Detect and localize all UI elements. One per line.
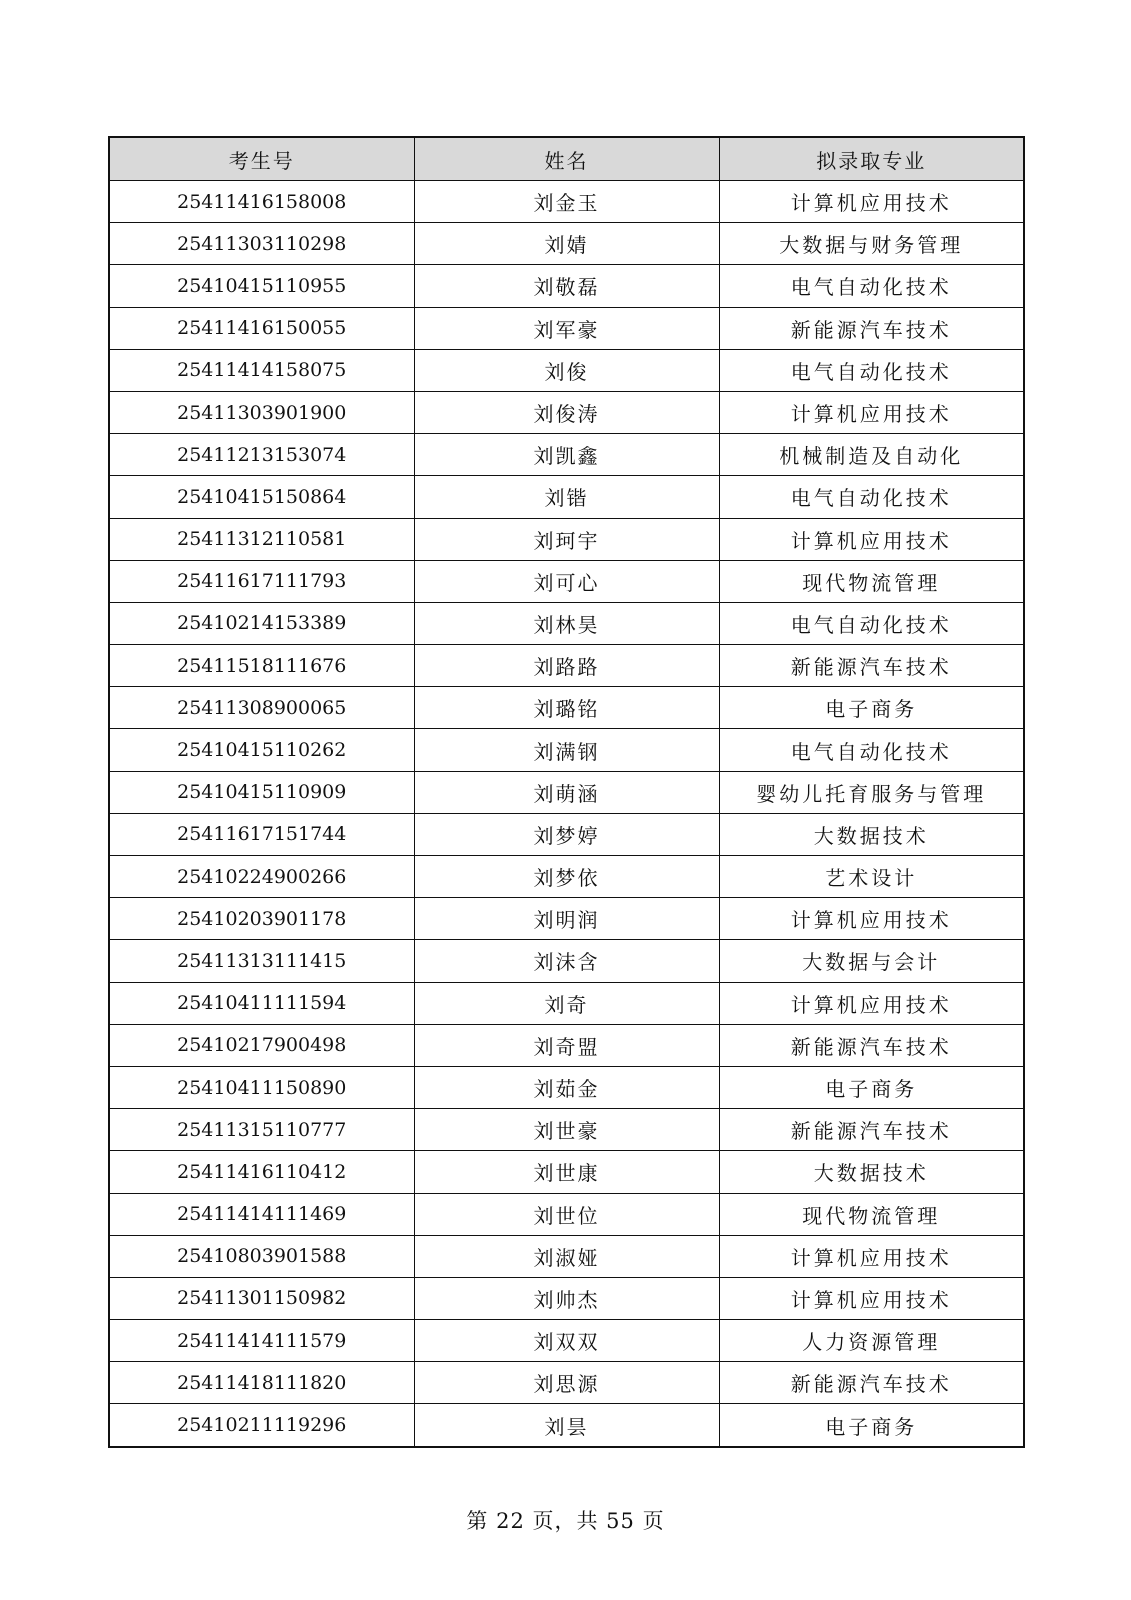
student-name-cell: 刘敬磊 — [414, 265, 719, 307]
student-name-cell: 刘梦婷 — [414, 813, 719, 855]
admitted-major-cell: 新能源汽车技术 — [719, 307, 1024, 349]
table-row — [109, 1235, 1024, 1277]
exam-number-cell: 25411617151744 — [109, 813, 414, 855]
admitted-major-cell: 电子商务 — [719, 1066, 1024, 1108]
student-name-cell: 刘婧 — [414, 223, 719, 265]
admitted-major-cell: 现代物流管理 — [719, 560, 1024, 602]
table-row — [109, 181, 1024, 223]
table-row — [109, 349, 1024, 391]
table-row — [109, 813, 1024, 855]
student-name-cell: 刘可心 — [414, 560, 719, 602]
admitted-major-cell: 大数据与会计 — [719, 940, 1024, 982]
admitted-major-cell: 现代物流管理 — [719, 1193, 1024, 1235]
student-name-cell: 刘双双 — [414, 1320, 719, 1362]
student-name-cell: 刘奇盟 — [414, 1024, 719, 1066]
page-number-footer: 第 22 页，共 55 页 — [466, 1509, 665, 1533]
exam-number-cell: 25411414158075 — [109, 349, 414, 391]
admitted-major-cell: 计算机应用技术 — [719, 518, 1024, 560]
exam-number-cell: 25410217900498 — [109, 1024, 414, 1066]
exam-number-cell: 25411303110298 — [109, 223, 414, 265]
admitted-major-cell: 机械制造及自动化 — [719, 434, 1024, 476]
admitted-major-cell: 艺术设计 — [719, 856, 1024, 898]
table-row — [109, 856, 1024, 898]
table-body — [109, 181, 1024, 1447]
table-row — [109, 434, 1024, 476]
exam-number-cell: 25411617111793 — [109, 560, 414, 602]
student-name-cell: 刘明润 — [414, 898, 719, 940]
admitted-major-cell: 电气自动化技术 — [719, 602, 1024, 644]
exam-number-cell: 25411312110581 — [109, 518, 414, 560]
exam-number-cell: 25410803901588 — [109, 1235, 414, 1277]
table-row — [109, 223, 1024, 265]
admission-table — [108, 136, 1025, 1448]
table-row — [109, 1193, 1024, 1235]
table-row — [109, 1320, 1024, 1362]
exam-number-cell: 25411308900065 — [109, 687, 414, 729]
admitted-major-cell: 电气自动化技术 — [719, 349, 1024, 391]
table-row — [109, 1066, 1024, 1108]
exam-number-cell: 25411418111820 — [109, 1362, 414, 1404]
table-row — [109, 391, 1024, 433]
exam-number-cell: 25410411111594 — [109, 982, 414, 1024]
student-name-cell: 刘璐铭 — [414, 687, 719, 729]
exam-number-cell: 25410203901178 — [109, 898, 414, 940]
table-row — [109, 645, 1024, 687]
table-row — [109, 771, 1024, 813]
table-row — [109, 1109, 1024, 1151]
admitted-major-cell: 新能源汽车技术 — [719, 1024, 1024, 1066]
student-name-cell: 刘奇 — [414, 982, 719, 1024]
admitted-major-cell: 大数据与财务管理 — [719, 223, 1024, 265]
admitted-major-cell: 电气自动化技术 — [719, 729, 1024, 771]
student-name-cell: 刘茹金 — [414, 1066, 719, 1108]
table-row — [109, 307, 1024, 349]
admitted-major-cell: 电气自动化技术 — [719, 265, 1024, 307]
student-name-cell: 刘沫含 — [414, 940, 719, 982]
exam-number-cell: 25411414111469 — [109, 1193, 414, 1235]
admitted-major-cell: 电子商务 — [719, 1404, 1024, 1447]
table-row — [109, 687, 1024, 729]
exam-number-cell: 25411416158008 — [109, 181, 414, 223]
student-name-cell: 刘珂宇 — [414, 518, 719, 560]
student-name-cell: 刘俊涛 — [414, 391, 719, 433]
exam-number-cell: 25411213153074 — [109, 434, 414, 476]
student-name-cell: 刘锴 — [414, 476, 719, 518]
admitted-major-cell: 新能源汽车技术 — [719, 645, 1024, 687]
exam-number-cell: 25411416150055 — [109, 307, 414, 349]
exam-number-cell: 25411313111415 — [109, 940, 414, 982]
table-row — [109, 1277, 1024, 1319]
admitted-major-cell: 计算机应用技术 — [719, 1235, 1024, 1277]
exam-number-cell: 25411416110412 — [109, 1151, 414, 1193]
exam-number-cell: 25410415110955 — [109, 265, 414, 307]
exam-number-cell: 25411301150982 — [109, 1277, 414, 1319]
student-name-cell: 刘金玉 — [414, 181, 719, 223]
table-row — [109, 518, 1024, 560]
admitted-major-cell: 计算机应用技术 — [719, 181, 1024, 223]
exam-number-cell: 25410415110262 — [109, 729, 414, 771]
exam-number-cell: 25410411150890 — [109, 1066, 414, 1108]
table-row — [109, 1024, 1024, 1066]
exam-number-cell: 25410415110909 — [109, 771, 414, 813]
admitted-major-cell: 大数据技术 — [719, 813, 1024, 855]
table-header-row — [109, 137, 1024, 181]
table-row — [109, 602, 1024, 644]
exam-number-cell: 25410415150864 — [109, 476, 414, 518]
student-name-cell: 刘帅杰 — [414, 1277, 719, 1319]
admitted-major-cell: 计算机应用技术 — [719, 391, 1024, 433]
header-exam-number: 考生号 — [109, 137, 414, 181]
table-row — [109, 1362, 1024, 1404]
header-name: 姓名 — [414, 137, 719, 181]
exam-number-cell: 25411315110777 — [109, 1109, 414, 1151]
admitted-major-cell: 计算机应用技术 — [719, 898, 1024, 940]
table-row — [109, 940, 1024, 982]
student-name-cell: 刘淑娅 — [414, 1235, 719, 1277]
table-row — [109, 476, 1024, 518]
student-name-cell: 刘凯鑫 — [414, 434, 719, 476]
table-row — [109, 265, 1024, 307]
admitted-major-cell: 人力资源管理 — [719, 1320, 1024, 1362]
header-major: 拟录取专业 — [719, 137, 1024, 181]
student-name-cell: 刘世位 — [414, 1193, 719, 1235]
admitted-major-cell: 计算机应用技术 — [719, 982, 1024, 1024]
student-name-cell: 刘林昊 — [414, 602, 719, 644]
table-row — [109, 898, 1024, 940]
admitted-major-cell: 计算机应用技术 — [719, 1277, 1024, 1319]
admitted-major-cell: 大数据技术 — [719, 1151, 1024, 1193]
exam-number-cell: 25411303901900 — [109, 391, 414, 433]
table-row — [109, 1151, 1024, 1193]
exam-number-cell: 25411518111676 — [109, 645, 414, 687]
exam-number-cell: 25410214153389 — [109, 602, 414, 644]
admitted-major-cell: 电子商务 — [719, 687, 1024, 729]
student-name-cell: 刘俊 — [414, 349, 719, 391]
exam-number-cell: 25411414111579 — [109, 1320, 414, 1362]
admitted-major-cell: 婴幼儿托育服务与管理 — [719, 771, 1024, 813]
table-row — [109, 560, 1024, 602]
student-name-cell: 刘思源 — [414, 1362, 719, 1404]
student-name-cell: 刘萌涵 — [414, 771, 719, 813]
student-name-cell: 刘昙 — [414, 1404, 719, 1447]
exam-number-cell: 25410224900266 — [109, 856, 414, 898]
student-name-cell: 刘世康 — [414, 1151, 719, 1193]
student-name-cell: 刘梦依 — [414, 856, 719, 898]
admitted-major-cell: 新能源汽车技术 — [719, 1362, 1024, 1404]
exam-number-cell: 25410211119296 — [109, 1404, 414, 1447]
student-name-cell: 刘军豪 — [414, 307, 719, 349]
student-name-cell: 刘满钢 — [414, 729, 719, 771]
table-row — [109, 1404, 1024, 1447]
student-name-cell: 刘世豪 — [414, 1109, 719, 1151]
table-row — [109, 982, 1024, 1024]
table-row — [109, 729, 1024, 771]
admitted-major-cell: 新能源汽车技术 — [719, 1109, 1024, 1151]
student-name-cell: 刘路路 — [414, 645, 719, 687]
admitted-major-cell: 电气自动化技术 — [719, 476, 1024, 518]
